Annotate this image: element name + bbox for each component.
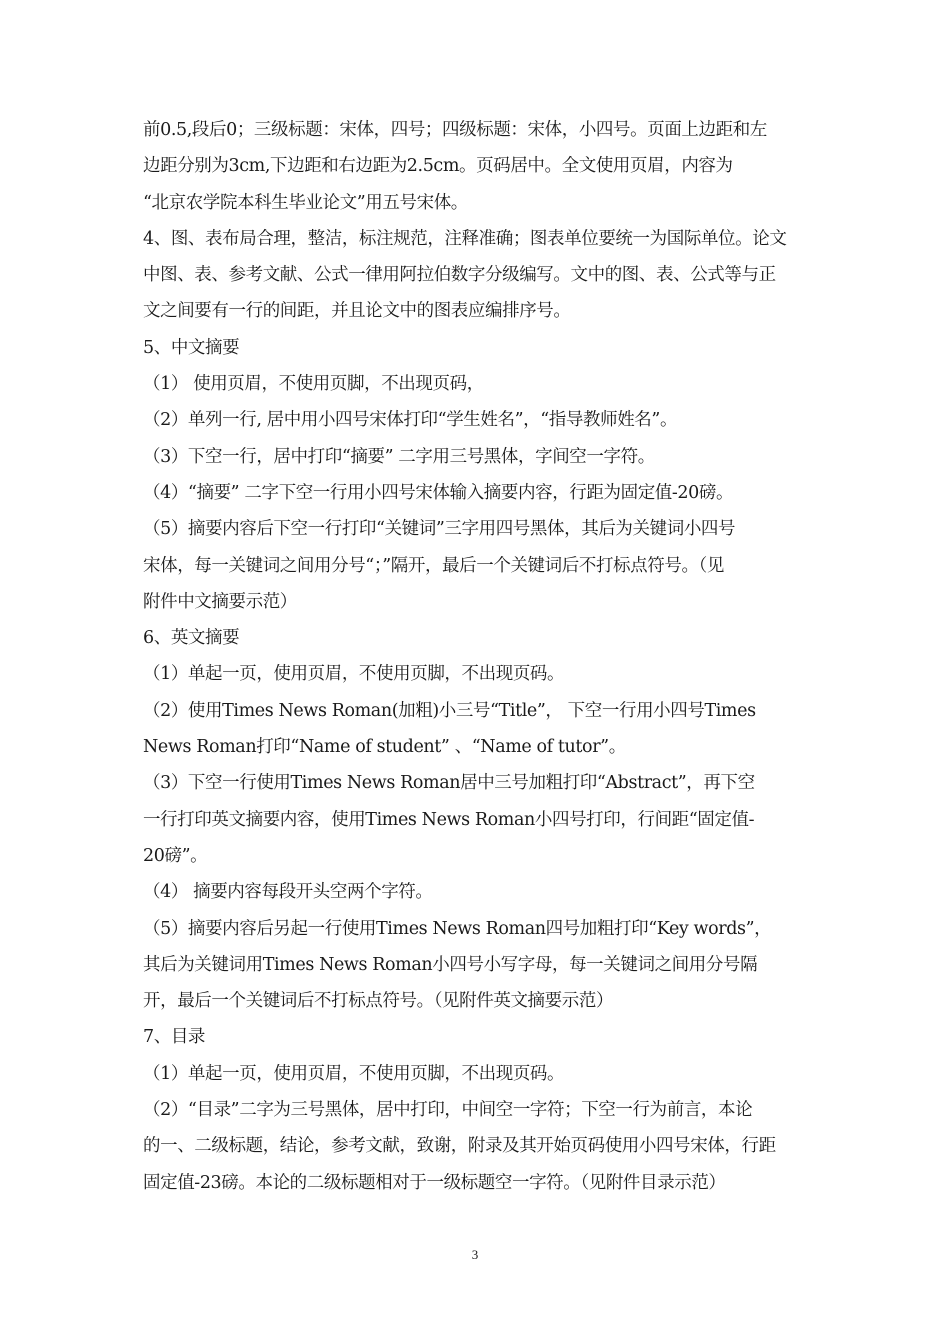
- text-line: 4、图、表布局合理，整洁，标注规范，注释准确；图表单位要统一为国际单位。论文: [143, 228, 787, 249]
- text-line: （5）摘要内容后另起一行使用Times News Roman四号加粗打印“Key words”，: [143, 918, 772, 939]
- text-line: 其后为关键词用Times News Roman小四号小写字母，每一关键词之间用分号隔: [143, 954, 758, 975]
- body-text: [143, 112, 808, 1201]
- section-heading: 7、目录: [143, 1027, 206, 1048]
- text-line: 的一、二级标题，结论，参考文献，致谢，附录及其开始页码使用小四号宋体，行距: [143, 1136, 776, 1157]
- text-line: 20磅”。: [143, 845, 208, 866]
- text-line: 前0.5,段后0；三级标题：宋体，四号；四级标题：宋体，小四号。页面上边距和左: [143, 120, 767, 140]
- text-line: 附件中文摘要示范）: [143, 591, 297, 612]
- text-line: News Roman打印“Name of student” 、“Name of tutor”。: [143, 737, 626, 758]
- text-line: 边距分别为3cm,下边距和右边距为2.5cm。页码居中。全文使用页眉，内容为: [143, 156, 733, 177]
- text-line: （4） 摘要内容每段开头空两个字符。: [143, 882, 433, 903]
- text-line: 开，最后一个关键词后不打标点符号。（见附件英文摘要示范）: [143, 991, 614, 1012]
- text-line: “北京农学院本科生毕业论文”用五号宋体。: [143, 192, 468, 213]
- text-line: 文之间要有一行的间距，并且论文中的图表应编排序号。: [143, 301, 571, 322]
- text-line: （2）“目录”二字为三号黑体，居中打印，中间空一字符；下空一行为前言，本论: [143, 1100, 753, 1121]
- section-heading: 5、中文摘要: [143, 337, 240, 358]
- text-line: （3）下空一行使用Times News Roman居中三号加粗打印“Abstract”，再下空: [143, 773, 755, 794]
- text-line: （1）单起一页，使用页眉，不使用页脚，不出现页码。: [143, 664, 565, 685]
- text-line: 一行打印英文摘要内容，使用Times News Roman小四号打印，行间距“固定值-: [143, 809, 755, 830]
- text-line: 宋体，每一关键词之间用分号“；”隔开，最后一个关键词后不打标点符号。（见: [143, 555, 724, 576]
- section-heading: 6、英文摘要: [143, 628, 240, 649]
- text-line: （1）单起一页，使用页眉，不使用页脚，不出现页码。: [143, 1063, 565, 1084]
- page-number: 3: [471, 1247, 479, 1262]
- text-line: （4）“摘要” 二字下空一行用小四号宋体输入摘要内容，行距为固定值-20磅。: [143, 482, 734, 503]
- text-line: （1） 使用页眉，不使用页脚，不出现页码，: [143, 374, 484, 395]
- text-line: 固定值-23磅。本论的二级标题相对于一级标题空一字符。（见附件目录示范）: [143, 1172, 726, 1193]
- text-line: （5）摘要内容后下空一行打印“关键词”三字用四号黑体，其后为关键词小四号: [143, 519, 736, 540]
- text-line: 中图、表、参考文献、公式一律用阿拉伯数字分级编写。文中的图、表、公式等与正: [143, 265, 776, 286]
- text-line: （2）单列一行, 居中用小四号宋体打印“学生姓名”，“指导教师姓名”。: [143, 410, 678, 431]
- text-line: （2）使用Times News Roman(加粗)小三号“Title”， 下空一行用小四号Times: [143, 700, 756, 721]
- text-line: （3）下空一行，居中打印“摘要” 二字用三号黑体，字间空一字符。: [143, 446, 655, 467]
